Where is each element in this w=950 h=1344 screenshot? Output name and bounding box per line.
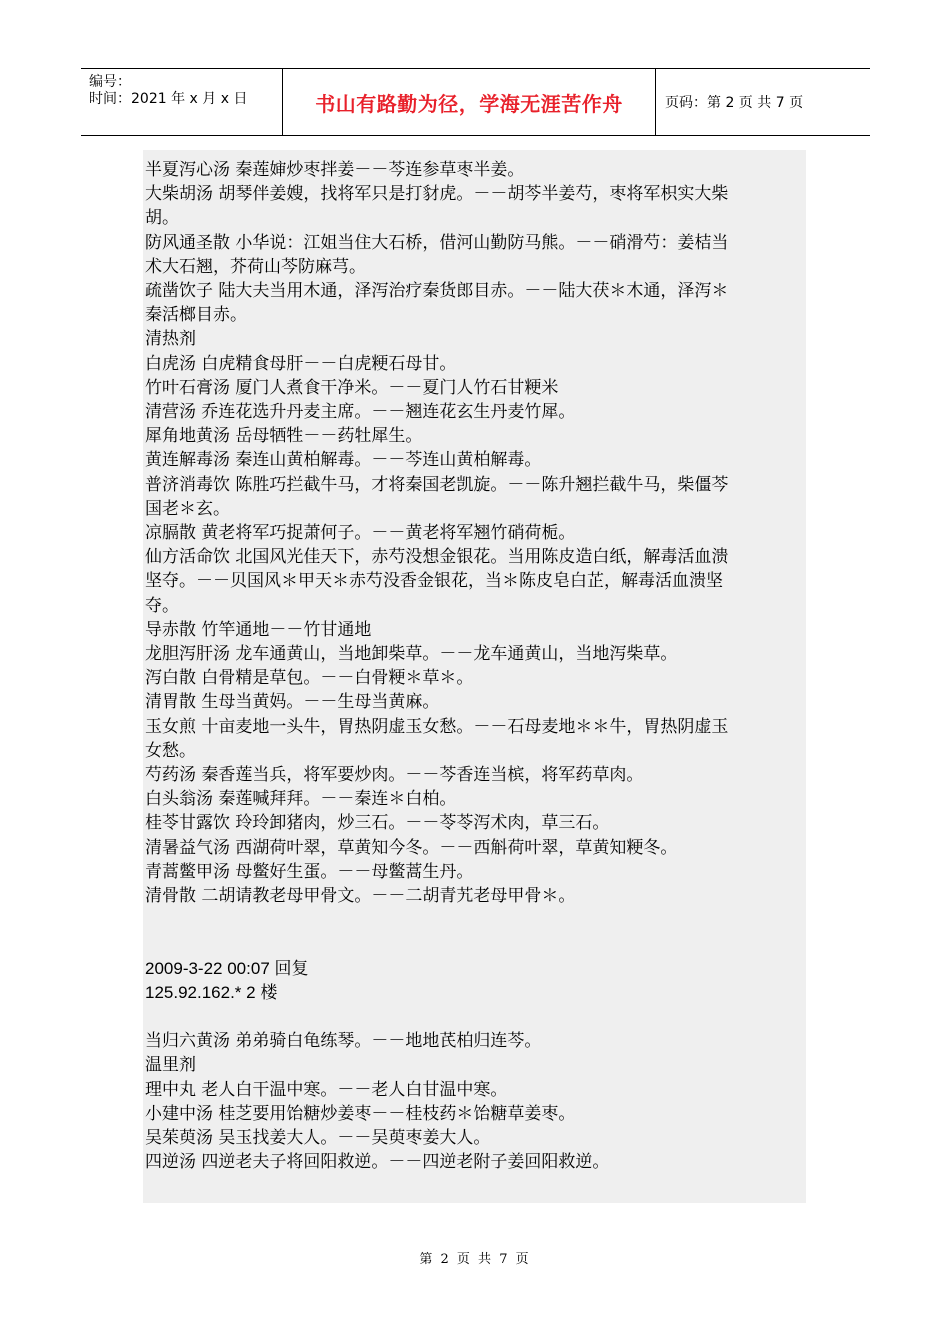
section-heading: 温里剂 [145,1055,196,1076]
text-line: 术大石翘，芥荷山芩防麻芎。 [145,256,366,277]
text-line: 大柴胡汤 胡琴伴姜嫂，找将军只是打豺虎。－－胡芩半姜芍，枣将军枳实大柴 [145,184,729,205]
text-line: 夺。 [145,595,179,616]
number-label: 编号： [89,74,131,90]
text-line: 龙胆泻肝汤 龙车通黄山，当地卸柴草。－－龙车通黄山，当地泻柴草。 [145,644,678,665]
text-line: 胡。 [145,208,179,229]
header-meta [89,74,247,108]
text-line: 普济消毒饮 陈胜巧拦截牛马，才将秦国老凯旋。－－陈升翘拦截牛马，柴僵芩 [145,474,729,495]
text-line: 吴茱萸汤 吴玉找姜大人。－－吴萸枣姜大人。 [145,1128,491,1149]
text-line: 四逆汤 四逆老夫子将回阳救逆。－－四逆老附子姜回阳救逆。 [145,1152,610,1173]
post-ip-line [145,981,805,1005]
page-footer: 第 2 页 共 7 页 [419,1252,531,1267]
text-line: 犀角地黄汤 岳母牺牲－－药牡犀生。 [145,426,423,447]
text-line: 仙方活命饮 北国风光佳天下，赤芍没想金银花。当用陈皮造白纸，解毒活血溃 [145,547,729,568]
section-heading: 清热剂 [145,329,196,350]
text-line: 防风通圣散 小华说：江姐当住大石桥，借河山勤防马熊。－－硝滑芍：姜桔当 [145,232,729,253]
text-lines [145,158,805,1174]
post-timestamp-line [145,957,805,981]
text-line: 黄连解毒汤 秦连山黄柏解毒。－－芩连山黄柏解毒。 [145,450,542,471]
text-line: 小建中汤 桂芝要用饴糖炒姜枣－－桂枝药＊饴糖草姜枣。 [145,1103,576,1124]
text-line: 清营汤 乔连花选升丹麦主席。－－翘连花玄生丹麦竹犀。 [145,402,576,423]
text-line: 玉女煎 十亩麦地一头牛，胃热阴虚玉女愁。－－石母麦地＊＊牛，胃热阴虚玉 [145,716,729,737]
text-line: 半夏泻心汤 秦莲婶炒枣拌姜－－芩连参草枣半姜。 [145,160,525,180]
text-line: 竹叶石膏汤 厦门人煮食干净米。－－夏门人竹石甘粳米 [145,377,559,398]
text-line: 清胃散 生母当黄妈。－－生母当黄麻。 [145,692,440,713]
reply-link[interactable]: 回复 [274,958,309,978]
post-timestamp: 2009-3-22 00:07 [145,958,270,978]
text-line: 秦活榔目赤。 [145,305,247,326]
text-line: 清骨散 二胡请教老母甲骨文。－－二胡青艽老母甲骨＊。 [145,886,576,907]
post-ip: 125.92.162.* [145,982,242,1002]
spacer [145,1005,805,1029]
page-header [81,68,870,136]
header-motto: 书山有路勤为径，学海无涯苦作舟 [315,91,623,116]
document-body [143,150,806,1203]
text-line: 青蒿鳖甲汤 母鳖好生蛋。－－母鳖蒿生丹。 [145,861,474,882]
text-line: 泻白散 白骨精是草包。－－白骨粳＊草＊。 [145,668,474,689]
text-line: 清暑益气汤 西湖荷叶翠，草黄知今冬。－－西斛荷叶翠，草黄知粳冬。 [145,837,678,858]
text-line: 桂苓甘露饮 玲玲卸猪肉，炒三石。－－苓苓泻术肉，草三石。 [145,813,610,834]
spacer [145,908,805,932]
text-line: 疏凿饮子 陆大夫当用木通，泽泻治疗秦货郎目赤。－－陆大茯＊木通，泽泻＊ [145,281,729,302]
text-line: 凉膈散 黄老将军巧捉萧何子。－－黄老将军翘竹硝荷栀。 [145,523,576,544]
text-line: 导赤散 竹竿通地－－竹甘通地 [145,619,372,640]
time-label: 时间：2021 年 x 月 x 日 [89,91,248,107]
spacer [145,932,805,956]
text-line: 白虎汤 白虎精食母肝－－白虎粳石母甘。 [145,353,457,374]
text-line: 当归六黄汤 弟弟骑白龟练琴。－－地地芪柏归连芩。 [145,1031,542,1052]
text-line: 理中丸 老人白干温中寒。－－老人白甘温中寒。 [145,1079,508,1100]
post-floor: 2 楼 [246,982,278,1002]
header-page-label: 页码：第 2 页 共 7 页 [665,95,804,111]
header-divider [655,69,656,135]
text-line: 国老＊玄。 [145,498,230,519]
text-line: 芍药汤 秦香莲当兵，将军要炒肉。－－芩香连当槟，将军药草肉。 [145,765,644,786]
text-line: 坚夺。－－贝国风＊甲天＊赤芍没香金银花，当＊陈皮皂白芷，解毒活血溃坚 [145,571,723,592]
text-line: 白头翁汤 秦莲喊拜拜。－－秦连＊白柏。 [145,789,457,810]
text-line: 女愁。 [145,740,196,761]
